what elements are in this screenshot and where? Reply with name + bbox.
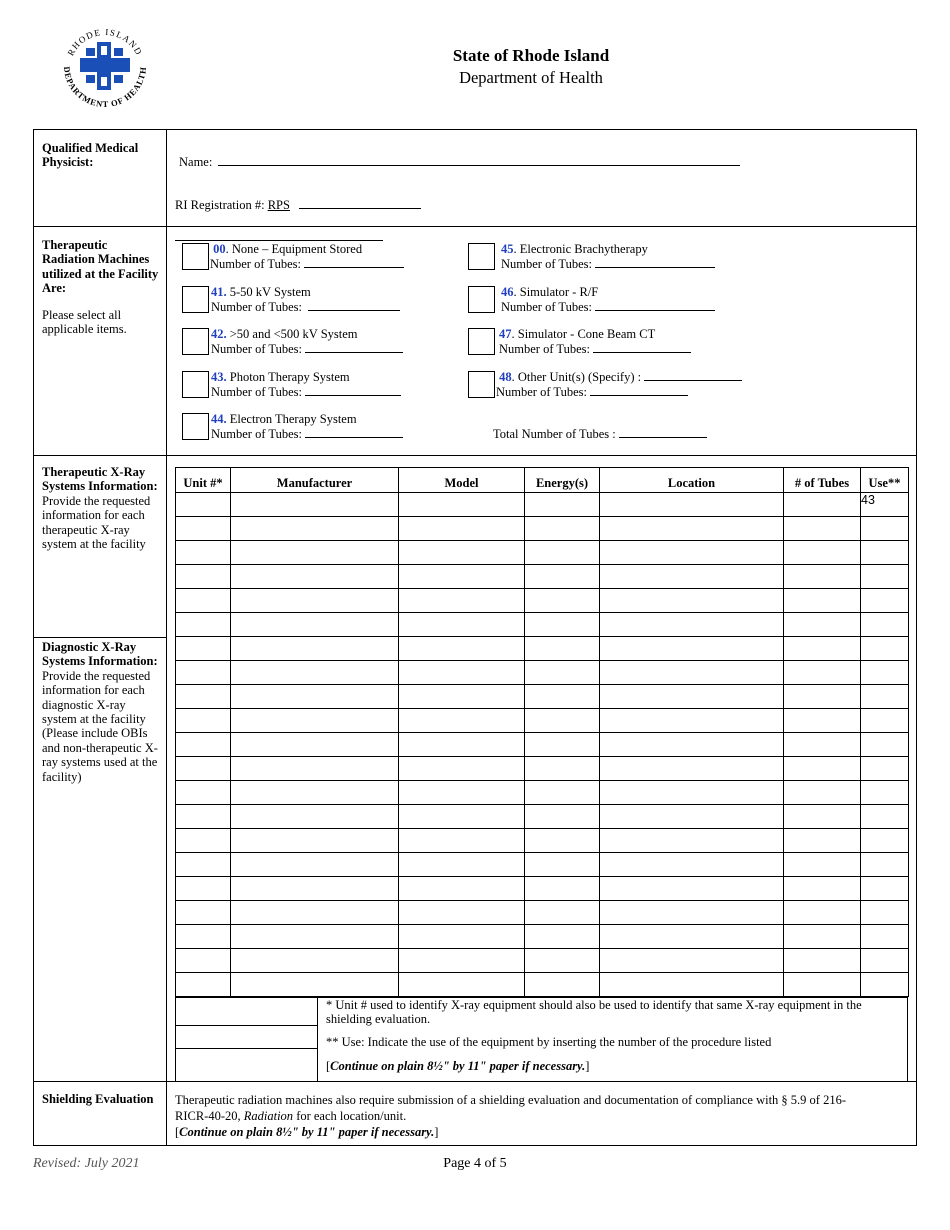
table-cell[interactable] (399, 637, 525, 661)
shielding-continue-note: Continue on plain 8½" by 11" paper if necessary. (179, 1125, 435, 1139)
table-cell[interactable] (399, 589, 525, 613)
table-cell[interactable] (176, 613, 231, 637)
table-row (176, 781, 909, 805)
table-cell[interactable] (600, 973, 784, 997)
checkbox-47[interactable] (468, 328, 495, 355)
table-cell[interactable] (600, 517, 784, 541)
table-cell[interactable] (861, 949, 909, 973)
table-cell[interactable] (861, 733, 909, 757)
table-cell[interactable] (600, 613, 784, 637)
table-row (176, 541, 909, 565)
table-cell[interactable] (784, 853, 861, 877)
table-cell[interactable] (861, 565, 909, 589)
table-cell[interactable] (784, 517, 861, 541)
table-cell[interactable] (525, 877, 600, 901)
table-cell[interactable] (861, 781, 909, 805)
table-cell[interactable] (399, 613, 525, 637)
table-cell[interactable] (784, 901, 861, 925)
table-cell[interactable] (600, 757, 784, 781)
table-cell[interactable] (861, 661, 909, 685)
table-cell[interactable] (784, 661, 861, 685)
notes-mid-rule (317, 997, 318, 1081)
notes-left-rule (175, 997, 176, 1081)
table-cell[interactable] (784, 877, 861, 901)
table-cell[interactable] (861, 829, 909, 853)
tubes-label: Number of Tubes: (499, 341, 590, 356)
registration-label: RI Registration #: (175, 198, 265, 212)
table-cell[interactable] (176, 493, 231, 517)
table-row (176, 973, 909, 997)
registration-row (175, 198, 421, 213)
shielding-label: Shielding Evaluation (42, 1092, 154, 1106)
table-cell[interactable] (600, 637, 784, 661)
name-input[interactable] (218, 155, 740, 166)
table-cell[interactable] (784, 829, 861, 853)
table-row (176, 853, 909, 877)
registration-prefix: RPS (267, 198, 290, 212)
table-cell[interactable] (600, 949, 784, 973)
table-cell[interactable] (861, 685, 909, 709)
therapeutic-xray-title: Therapeutic X-Ray Systems Information: (42, 465, 158, 494)
diagnostic-xray-label (42, 640, 160, 784)
revised-date: Revised: July 2021 (33, 1156, 140, 1171)
option-42-number: 42. (211, 327, 227, 341)
table-cell[interactable] (784, 565, 861, 589)
table-cell[interactable] (231, 853, 399, 877)
table-cell[interactable] (231, 829, 399, 853)
table-cell[interactable] (231, 877, 399, 901)
checkbox-48[interactable] (468, 371, 495, 398)
row-divider (33, 1081, 917, 1082)
header-location: Location (600, 468, 784, 493)
table-cell[interactable] (176, 901, 231, 925)
table-cell[interactable] (861, 709, 909, 733)
checkbox-46[interactable] (468, 286, 495, 313)
table-cell[interactable] (176, 541, 231, 565)
table-cell[interactable] (176, 661, 231, 685)
option-43 (211, 370, 401, 399)
table-cell[interactable] (399, 901, 525, 925)
use-note: ** Use: Indicate the use of the equipment by inserting the number of the procedure listed (326, 1035, 772, 1049)
table-cell[interactable] (176, 565, 231, 589)
tubes-input-42[interactable] (305, 342, 403, 353)
table-cell[interactable] (231, 589, 399, 613)
option-43-text: Photon Therapy System (226, 370, 350, 384)
table-cell[interactable] (861, 589, 909, 613)
table-cell[interactable] (176, 973, 231, 997)
table-cell[interactable] (525, 613, 600, 637)
diagnostic-xray-title: Diagnostic X-Ray Systems Information: (42, 640, 158, 669)
table-cell[interactable] (861, 541, 909, 565)
column-divider (166, 129, 167, 1146)
total-tubes-row (493, 427, 707, 442)
table-cell[interactable] (231, 781, 399, 805)
option-45-text: . Electronic Brachytherapy (513, 242, 648, 256)
option-43-number: 43. (211, 370, 227, 384)
header-energy: Energy(s) (525, 468, 600, 493)
decorative-rule (175, 240, 383, 241)
notes-rule (175, 1048, 317, 1049)
tubes-input-43[interactable] (305, 385, 401, 396)
diagnostic-xray-body: Provide the requested information for each diagnostic X-ray system at the facility (Please include OBIs and non-therapeutic X-ray systems used at the facility) (42, 668, 158, 784)
tubes-label: Number of Tubes: (501, 256, 592, 271)
table-row (176, 949, 909, 973)
option-48-number: 48 (499, 370, 512, 384)
table-cell[interactable] (784, 949, 861, 973)
table-cell[interactable] (525, 973, 600, 997)
use-value-cell[interactable]: 43 (861, 493, 909, 517)
table-cell[interactable] (784, 925, 861, 949)
table-row (176, 829, 909, 853)
table-cell[interactable] (600, 589, 784, 613)
checkbox-00[interactable] (182, 243, 209, 270)
table-cell[interactable] (176, 589, 231, 613)
table-cell[interactable] (176, 637, 231, 661)
tubes-label: Number of Tubes: (501, 299, 592, 314)
table-cell[interactable] (176, 853, 231, 877)
row-divider (33, 637, 166, 638)
name-label: Name: (179, 155, 213, 169)
table-cell[interactable] (176, 709, 231, 733)
option-48 (496, 370, 742, 399)
table-cell[interactable] (231, 613, 399, 637)
table-row (176, 901, 909, 925)
table-cell[interactable] (176, 925, 231, 949)
table-cell[interactable] (399, 853, 525, 877)
equipment-table (175, 467, 909, 997)
unit-note: * Unit # used to identify X-ray equipment should also be used to identify that same X-ray equipment in the shielding evaluation. (326, 998, 862, 1027)
option-46-number: 46 (501, 285, 514, 299)
shielding-text-italic: Radiation (243, 1109, 294, 1123)
table-cell[interactable] (231, 565, 399, 589)
option-00-text: . None – Equipment Stored (225, 242, 363, 256)
tubes-label: Number of Tubes: (211, 426, 302, 441)
continue-note-text: Continue on plain 8½" by 11" paper if necessary. (330, 1059, 586, 1073)
tubes-input-44[interactable] (305, 427, 403, 438)
table-cell[interactable] (600, 565, 784, 589)
table-cell[interactable] (399, 829, 525, 853)
tubes-label: Number of Tubes: (211, 299, 302, 314)
option-45 (501, 242, 715, 271)
table-cell[interactable] (399, 877, 525, 901)
table-cell[interactable] (399, 805, 525, 829)
department-seal (58, 22, 152, 110)
tubes-input-45[interactable] (595, 257, 715, 268)
option-00-number: 00 (213, 242, 226, 256)
table-cell[interactable] (861, 877, 909, 901)
option-46-text: . Simulator - R/F (513, 285, 599, 299)
page-subtitle: Department of Health (459, 68, 603, 87)
option-00 (210, 242, 404, 271)
table-cell[interactable] (399, 709, 525, 733)
header-unit: Unit #* (176, 468, 231, 493)
tubes-input-48[interactable] (590, 385, 688, 396)
table-cell[interactable] (861, 901, 909, 925)
table-cell[interactable] (784, 709, 861, 733)
tubes-label: Number of Tubes: (210, 256, 301, 271)
table-cell[interactable] (525, 757, 600, 781)
tubes-input-46[interactable] (595, 300, 715, 311)
tubes-input-00[interactable] (304, 257, 404, 268)
table-cell[interactable] (399, 781, 525, 805)
total-tubes-label: Total Number of Tubes : (493, 427, 616, 441)
table-cell[interactable] (525, 853, 600, 877)
table-cell[interactable] (784, 781, 861, 805)
table-cell[interactable] (176, 877, 231, 901)
table-cell[interactable] (176, 829, 231, 853)
table-cell[interactable] (399, 493, 525, 517)
table-cell[interactable] (525, 949, 600, 973)
table-cell[interactable] (600, 709, 784, 733)
table-cell[interactable] (525, 565, 600, 589)
table-cell[interactable] (784, 973, 861, 997)
checkbox-42[interactable] (182, 328, 209, 355)
table-cell[interactable] (525, 685, 600, 709)
table-cell[interactable] (231, 541, 399, 565)
table-row (176, 589, 909, 613)
table-row (176, 517, 909, 541)
table-cell[interactable] (600, 901, 784, 925)
notes-right-rule (907, 997, 908, 1081)
machines-label: Therapeutic Radiation Machines utilized at the Facility Are: (42, 238, 159, 296)
table-cell[interactable] (600, 661, 784, 685)
table-cell[interactable] (600, 829, 784, 853)
registration-input[interactable] (299, 198, 421, 209)
table-cell[interactable] (231, 517, 399, 541)
table-cell[interactable] (861, 925, 909, 949)
table-cell[interactable] (231, 661, 399, 685)
table-cell[interactable] (861, 757, 909, 781)
table-cell[interactable] (525, 805, 600, 829)
table-row (176, 877, 909, 901)
header-use: Use** (861, 468, 909, 493)
table-cell[interactable] (231, 973, 399, 997)
table-cell[interactable] (525, 589, 600, 613)
table-cell[interactable] (784, 613, 861, 637)
table-cell[interactable] (399, 661, 525, 685)
option-44-text: Electron Therapy System (226, 412, 357, 426)
table-cell[interactable] (231, 493, 399, 517)
table-cell[interactable] (600, 493, 784, 517)
checkbox-45[interactable] (468, 243, 495, 270)
table-cell[interactable] (176, 805, 231, 829)
tubes-label: Number of Tubes: (496, 384, 587, 399)
option-41-text: 5-50 kV System (226, 285, 311, 299)
page-title: State of Rhode Island (452, 46, 610, 65)
table-cell[interactable] (399, 925, 525, 949)
tubes-label: Number of Tubes: (211, 384, 302, 399)
other-unit-specify-input[interactable] (644, 370, 742, 381)
table-cell[interactable] (176, 733, 231, 757)
table-header-row (176, 468, 909, 493)
header-manufacturer: Manufacturer (231, 468, 399, 493)
page-number: Page 4 of 5 (443, 1156, 507, 1171)
table-cell[interactable] (525, 709, 600, 733)
seal-text-top: RHODE ISLAND (65, 26, 145, 58)
option-42 (211, 327, 403, 356)
checkbox-44[interactable] (182, 413, 209, 440)
table-cell[interactable] (231, 901, 399, 925)
table-cell[interactable] (399, 733, 525, 757)
table-row (176, 733, 909, 757)
table-cell[interactable] (399, 949, 525, 973)
option-47-text: . Simulator - Cone Beam CT (511, 327, 656, 341)
table-cell[interactable] (399, 757, 525, 781)
table-cell[interactable] (231, 733, 399, 757)
shielding-text-b: for each location/unit. (293, 1109, 407, 1123)
table-row (176, 613, 909, 637)
table-cell[interactable] (176, 781, 231, 805)
table-cell[interactable] (525, 661, 600, 685)
header-tubes: # of Tubes (784, 468, 861, 493)
table-cell[interactable] (399, 685, 525, 709)
table-cell[interactable] (231, 805, 399, 829)
therapeutic-xray-label (42, 465, 160, 551)
option-41 (211, 285, 400, 314)
option-46 (501, 285, 715, 314)
table-cell[interactable] (600, 925, 784, 949)
table-cell[interactable] (399, 973, 525, 997)
option-48-text: . Other Unit(s) (Specify) : (511, 370, 642, 384)
checkbox-43[interactable] (182, 371, 209, 398)
option-42-text: >50 and <500 kV System (226, 327, 358, 341)
option-41-number: 41. (211, 285, 227, 299)
table-row (176, 493, 909, 517)
row-divider (33, 455, 917, 456)
tubes-input-41[interactable] (308, 300, 400, 311)
table-cell[interactable] (399, 541, 525, 565)
table-cell[interactable] (176, 757, 231, 781)
table-cell[interactable] (784, 733, 861, 757)
table-cell[interactable] (231, 685, 399, 709)
tubes-label: Number of Tubes: (211, 341, 302, 356)
table-cell[interactable] (231, 637, 399, 661)
table-row (176, 637, 909, 661)
physicist-label: Qualified Medical Physicist: (42, 141, 139, 170)
table-cell[interactable] (600, 877, 784, 901)
table-cell[interactable] (231, 757, 399, 781)
machines-instruction: Please select all applicable items. (42, 308, 127, 337)
continue-note: [Continue on plain 8½" by 11" paper if necessary.] (326, 1059, 590, 1073)
shielding-text: Therapeutic radiation machines also require submission of a shielding evaluation and documentation of compliance with § 5.9 of 216-RICR-40-20, Radiation for each location/unit. [Continue on plain 8½" by 11" paper if necessary.] (175, 1093, 846, 1139)
table-cell[interactable] (525, 925, 600, 949)
table-cell[interactable] (525, 781, 600, 805)
table-cell[interactable] (784, 589, 861, 613)
tubes-input-47[interactable] (593, 342, 691, 353)
table-cell[interactable] (399, 565, 525, 589)
table-cell[interactable] (525, 493, 600, 517)
physicist-name-row (179, 155, 740, 170)
table-row (176, 805, 909, 829)
checkbox-41[interactable] (182, 286, 209, 313)
table-cell[interactable] (861, 517, 909, 541)
option-44-number: 44. (211, 412, 227, 426)
notes-rule (175, 1025, 317, 1026)
header-model: Model (399, 468, 525, 493)
table-cell[interactable] (176, 517, 231, 541)
table-cell[interactable] (861, 637, 909, 661)
table-cell[interactable] (525, 541, 600, 565)
total-tubes-input[interactable] (619, 427, 707, 438)
table-cell[interactable] (600, 733, 784, 757)
table-row (176, 565, 909, 589)
table-row (176, 709, 909, 733)
table-cell[interactable] (525, 829, 600, 853)
table-cell[interactable] (176, 685, 231, 709)
table-cell[interactable] (784, 637, 861, 661)
row-divider (33, 226, 917, 227)
shielding-text-a: Therapeutic radiation machines also require submission of a shielding evaluation and documentation of compliance with § 5.9 of 216-RICR-40-20, (175, 1093, 846, 1123)
table-cell[interactable] (231, 949, 399, 973)
table-cell[interactable] (231, 925, 399, 949)
table-cell[interactable] (600, 781, 784, 805)
table-cell[interactable] (525, 901, 600, 925)
therapeutic-xray-body: Provide the requested information for each therapeutic X-ray system at the facility (42, 493, 151, 552)
table-cell[interactable] (784, 805, 861, 829)
table-cell[interactable] (784, 493, 861, 517)
table-cell[interactable] (861, 973, 909, 997)
seal-text-bottom: DEPARTMENT OF HEALTH (61, 65, 149, 110)
table-cell[interactable] (784, 757, 861, 781)
table-cell[interactable] (600, 685, 784, 709)
table-cell[interactable] (525, 637, 600, 661)
table-row (176, 661, 909, 685)
option-44 (211, 412, 403, 441)
option-47 (499, 327, 691, 356)
table-cell[interactable] (861, 805, 909, 829)
option-45-number: 45 (501, 242, 514, 256)
table-row (176, 757, 909, 781)
table-row (176, 685, 909, 709)
table-cell[interactable] (525, 517, 600, 541)
table-cell[interactable] (600, 805, 784, 829)
table-row (176, 925, 909, 949)
table-cell[interactable] (176, 949, 231, 973)
table-cell[interactable] (399, 517, 525, 541)
table-cell[interactable] (525, 733, 600, 757)
table-cell[interactable] (231, 709, 399, 733)
option-47-number: 47 (499, 327, 512, 341)
table-cell[interactable] (784, 541, 861, 565)
table-cell[interactable] (784, 685, 861, 709)
table-cell[interactable] (861, 853, 909, 877)
table-cell[interactable] (861, 613, 909, 637)
table-cell[interactable] (600, 541, 784, 565)
table-cell[interactable] (600, 853, 784, 877)
